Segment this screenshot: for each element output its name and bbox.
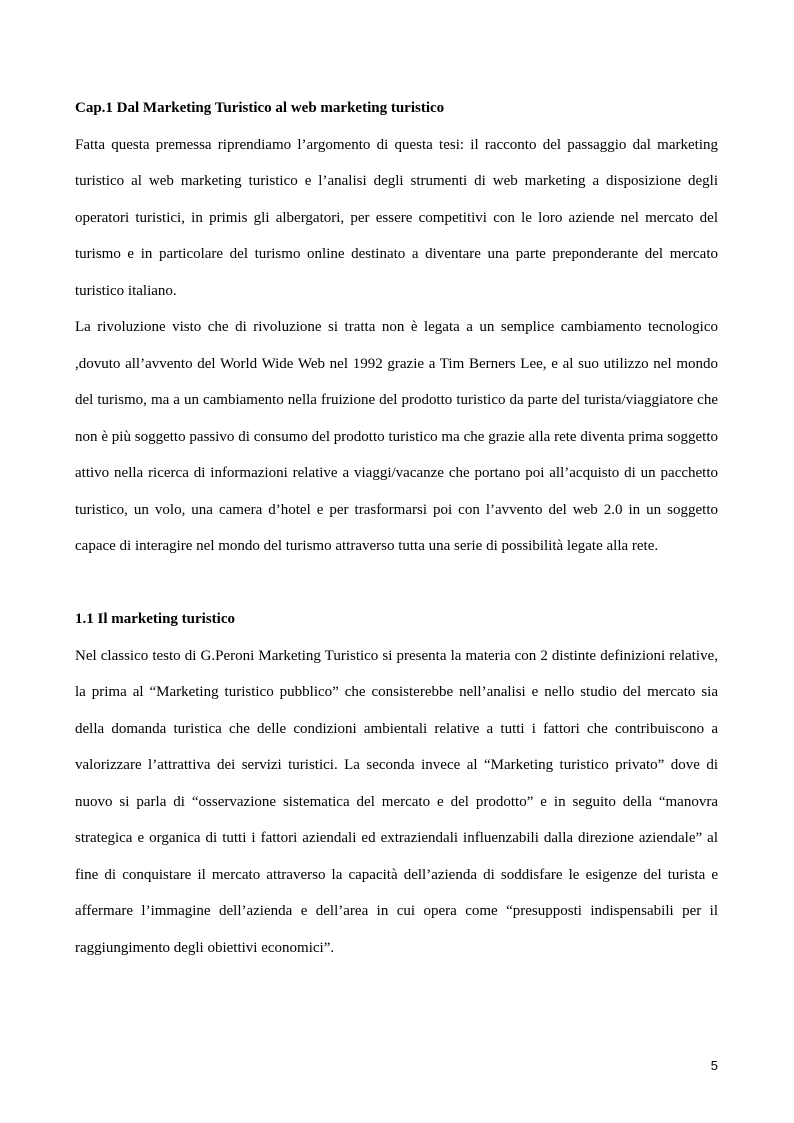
chapter-paragraph-1: Fatta questa premessa riprendiamo l’argomento di questa tesi: il racconto del passaggio dal marketing turistico al web marketing turistico e l’analisi degli strumenti di web marketing a disposizione degli operatori turistici, in primis gli albergatori, per essere competitivi con le loro aziende nel mercato del turismo e in particolare del turismo online destinato a diventare una parte preponderante del mercato turistico italiano. [75, 136, 718, 299]
document-page [75, 90, 718, 966]
chapter-paragraph-2: La rivoluzione visto che di rivoluzione si tratta non è legata a un semplice cambiamento tecnologico ,dovuto all’avvento del World Wide Web nel 1992 grazie a Tim Berners Lee, e al suo utilizzo nel mondo del turismo, ma a un cambiamento nella fruizione del prodotto turistico da parte del turista/viaggiatore che non è più soggetto passivo di consumo del prodotto turistico ma che grazie alla rete diventa prima soggetto attivo nella ricerca di informazioni relative a viaggi/vacanze che portano poi all’acquisto di un pacchetto turistico, un volo, una camera d’hotel e per trasformarsi poi con l’avvento del web 2.0 in un soggetto capace di interagire nel mondo del turismo attraverso tutta una serie di possibilità legate alla rete. [75, 319, 718, 554]
section-paragraph-1: Nel classico testo di G.Peroni Marketing Turistico si presenta la materia con 2 distinte definizioni relative, la prima al “Marketing turistico pubblico” che consisterebbe nell’analisi e nello studio del mercato sia della domanda turistica che delle condizioni ambientali relative a tutti i fattori che contribuiscono a valorizzare l’attrattiva dei servizi turistici. La seconda invece al “Marketing turistico privato” dove di nuovo si parla di “osservazione sistematica del mercato e del prodotto” e in seguito della “manovra strategica e organica di tutti i fattori aziendali ed extraziendali influenzabili dalla direzione aziendale” al fine di conquistare il mercato attraverso la capacità dell’azienda di soddisfare le esigenze del turista e affermare l’immagine dell’azienda e dell’area in cui opera come “presupposti indispensabili per il raggiungimento degli obiettivi economici”. [75, 647, 718, 956]
section-title: 1.1 Il marketing turistico [75, 611, 235, 627]
chapter-title: Cap.1 Dal Marketing Turistico al web marketing turistico [75, 100, 445, 116]
page-number: 5 [710, 1058, 718, 1073]
